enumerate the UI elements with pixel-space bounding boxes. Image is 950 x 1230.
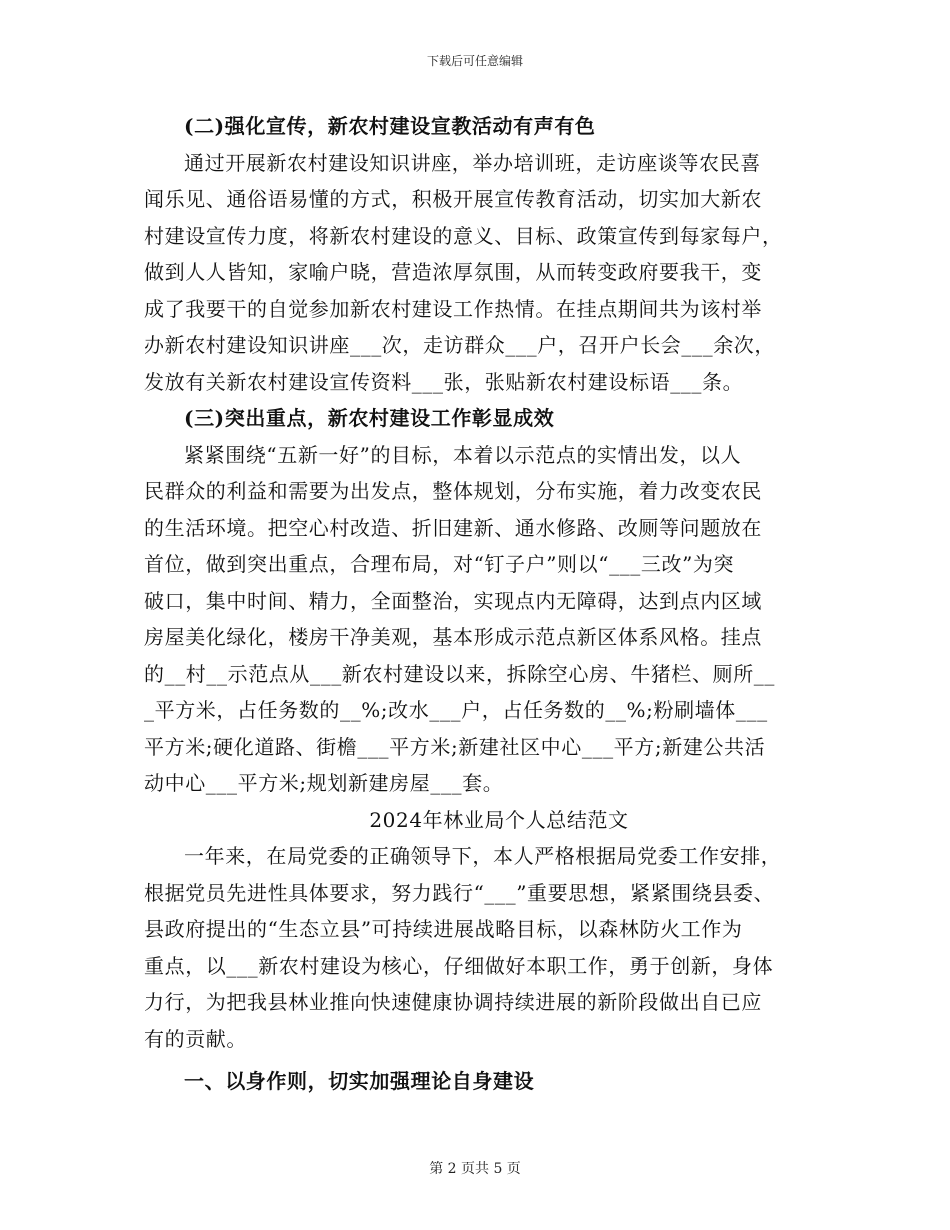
paragraph-line: 成了我要干的自觉参加新农村建设工作热情。在挂点期间共为该村举 xyxy=(144,296,762,321)
paragraph-line: 闻乐见、通俗语易懂的方式，积极开展宣传教育活动，切实加大新农 xyxy=(144,187,762,211)
section-heading: (三)突出重点，新农村建设工作彰显成效 xyxy=(184,406,555,430)
paragraph-line: 的__村__示范点从___新农村建设以来，拆除空心房、牛猪栏、厕所__ xyxy=(144,661,775,686)
paragraph-line: 根据党员先进性具体要求，努力践行“___”重要思想，紧紧围绕县委、 xyxy=(144,880,775,905)
paragraph-line: 村建设宣传力度，将新农村建设的意义、目标、政策宣传到每家每户， xyxy=(144,223,783,248)
paragraph-line: 一年来，在局党委的正确领导下，本人严格根据局党委工作安排， xyxy=(184,844,782,868)
page-header: 下载后可任意编辑 xyxy=(426,54,523,68)
article-title: 2024年林业局个人总结范文 xyxy=(369,807,629,832)
paragraph-line: 破口，集中时间、精力，全面整治，实现点内无障碍，达到点内区域 xyxy=(144,588,762,613)
paragraph-line: 通过开展新农村建设知识讲座，举办培训班，走访座谈等农民喜 xyxy=(184,150,761,175)
paragraph-line: 有的贡献。 xyxy=(144,1026,247,1051)
paragraph-line: 重点，以___新农村建设为核心，仔细做好本职工作，勇于创新，身体 xyxy=(144,953,774,978)
paragraph-line: 办新农村建设知识讲座___次，走访群众___户，召开户长会___余次， xyxy=(144,333,775,357)
paragraph-line: 的生活环境。把空心村改造、折旧建新、通水修路、改厕等问题放在 xyxy=(144,515,762,540)
paragraph-line: _平方米，占任务数的__%;改水___户，占任务数的__%;粉刷墙体___ xyxy=(144,698,768,722)
section-heading: (二)强化宣传，新农村建设宣教活动有声有色 xyxy=(184,114,596,138)
paragraph-line: 发放有关新农村建设宣传资料___张，张贴新农村建设标语___条。 xyxy=(144,369,744,394)
paragraph-line: 县政府提出的“生态立县”可持续进展战略目标，以森林防火工作为 xyxy=(144,917,743,941)
paragraph-line: 民群众的利益和需要为出发点，整体规划，分布实施，着力改变农民 xyxy=(144,479,762,503)
paragraph-line: 首位，做到突出重点，合理布局，对“钉子户”则以“___三改”为突 xyxy=(144,552,735,576)
document-body xyxy=(144,108,834,1100)
paragraph-line: 动中心___平方米;规划新建房屋___套。 xyxy=(144,771,504,795)
paragraph-line: 房屋美化绿化，楼房干净美观，基本形成示范点新区体系风格。挂点 xyxy=(144,625,762,649)
paragraph-line: 做到人人皆知，家喻户晓，营造浓厚氛围，从而转变政府要我干，变 xyxy=(144,260,762,284)
paragraph-line: 紧紧围绕“五新一好”的目标，本着以示范点的实情出发，以人 xyxy=(184,442,742,467)
page-footer: 第 2 页共 5 页 xyxy=(429,1161,521,1177)
paragraph-line: 平方米;硬化道路、街檐___平方米;新建社区中心___平方;新建公共活 xyxy=(144,734,766,759)
paragraph-line: 力行，为把我县林业推向快速健康协调持续进展的新阶段做出自已应 xyxy=(144,990,762,1014)
section-heading: 一、以身作则，切实加强理论自身建设 xyxy=(184,1069,535,1093)
